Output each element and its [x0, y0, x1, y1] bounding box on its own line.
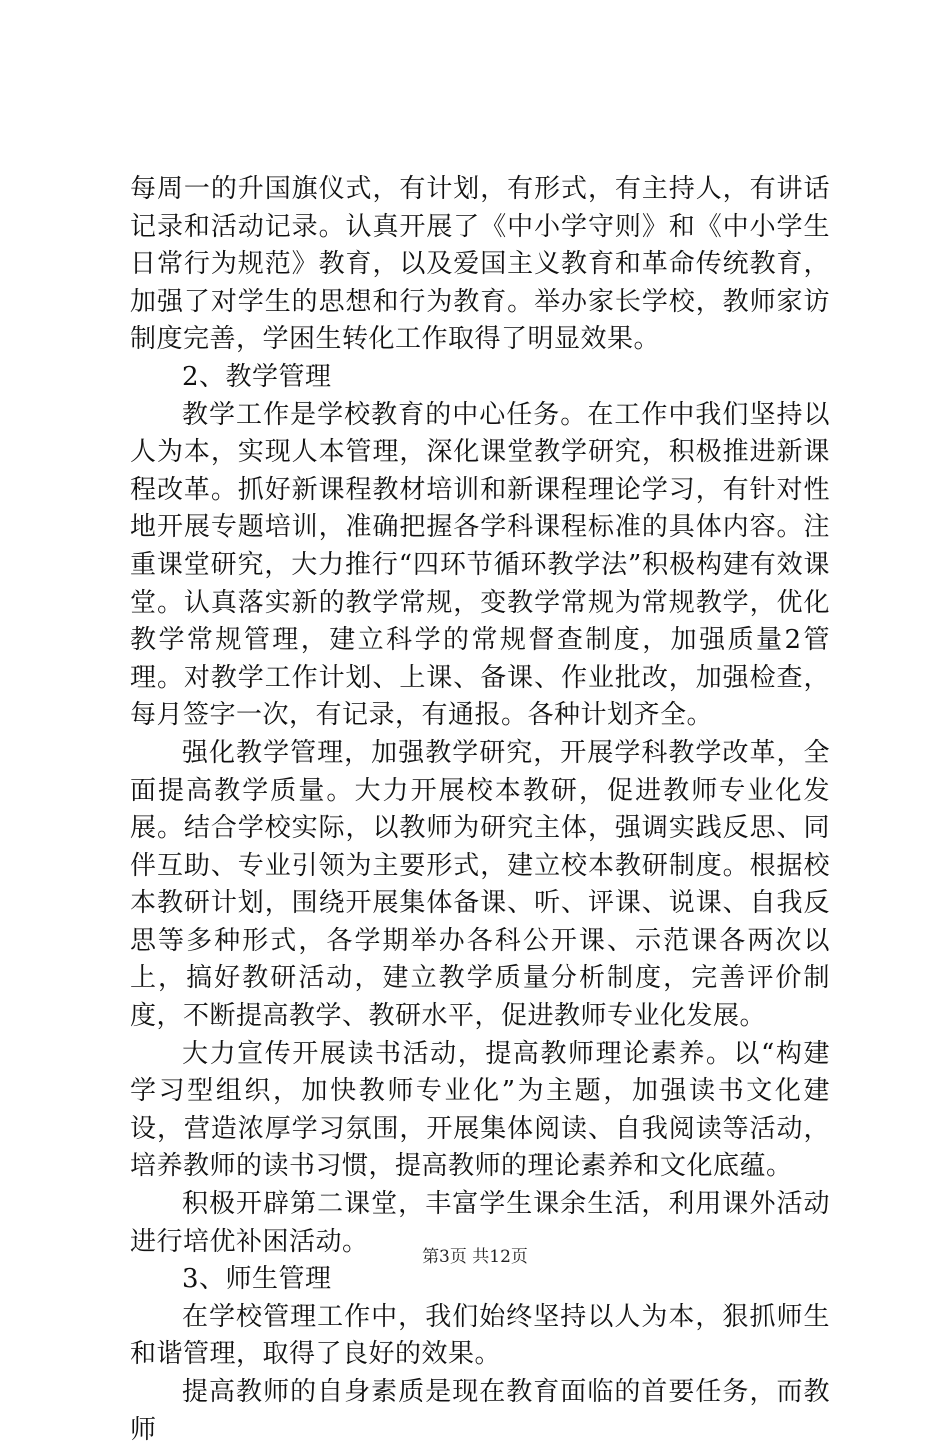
page-number-footer: 第3页 共12页 [422, 1247, 528, 1267]
paragraph-student-education: 每周一的升国旗仪式，有计划，有形式，有主持人，有讲话记录和活动记录。认真开展了《中小学守则》和《中小学生日常行为规范》教育，以及爱国主义教育和革命传统教育，加强了对学生的思想和行为教育。举办家长学校，教师家访制度完善，学困生转化工作取得了明显效果。 [130, 174, 830, 355]
paragraph-second-classroom: 积极开辟第二课堂，丰富学生课余生活，利用课外活动进行培优补困活动。 [130, 1189, 830, 1257]
section-heading-teaching-management: 2、教学管理 [182, 361, 332, 392]
paragraph-reading-activity: 大力宣传开展读书活动，提高教师理论素养。以“构建学习型组织，加快教师专业化”为主题，加强读书文化建设，营造浓厚学习氛围，开展集体阅读、自我阅读等活动，培养教师的读书习惯，提高教师的理论素养和文化底蕴。 [130, 1038, 830, 1182]
paragraph-people-oriented: 在学校管理工作中，我们始终坚持以人为本，狠抓师生和谐管理，取得了良好的效果。 [130, 1301, 830, 1370]
paragraph-teaching-work: 教学工作是学校教育的中心任务。在工作中我们坚持以人为本，实现人本管理，深化课堂教学研究，积极推进新课程改革。抓好新课程教材培训和新课程理论学习，有针对性地开展专题培训，准确把握各学科课程标准的具体内容。注重课堂研究，大力推行“四环节循环教学法”积极构建有效课堂。认真落实新的教学常规，变教学常规为常规教学，优化教学常规管理，建立科学的常规督查制度，加强质量2管理。对教学工作计划、上课、备课、作业批改，加强检查，每月签字一次，有记录，有通报。各种计划齐全。 [130, 399, 830, 731]
paragraph-teacher-quality: 提高教师的自身素质是现在教育面临的首要任务，而教师 [130, 1377, 830, 1445]
paragraph-teaching-research: 强化教学管理，加强教学研究，开展学科教学改革，全面提高教学质量。大力开展校本教研，促进教师专业化发展。结合学校实际，以教师为研究主体，强调实践反思、同伴互助、专业引领为主要形式，建立校本教研制度。根据校本教研计划，围绕开展集体备课、听、评课、说课、自我反思等多种形式，各学期举办各科公开课、示范课各两次以上，搞好教研活动，建立教学质量分析制度，完善评价制度，不断提高教学、教研水平，促进教师专业化发展。 [130, 737, 830, 1032]
section-heading-teacher-student-management: 3、师生管理 [182, 1264, 332, 1295]
